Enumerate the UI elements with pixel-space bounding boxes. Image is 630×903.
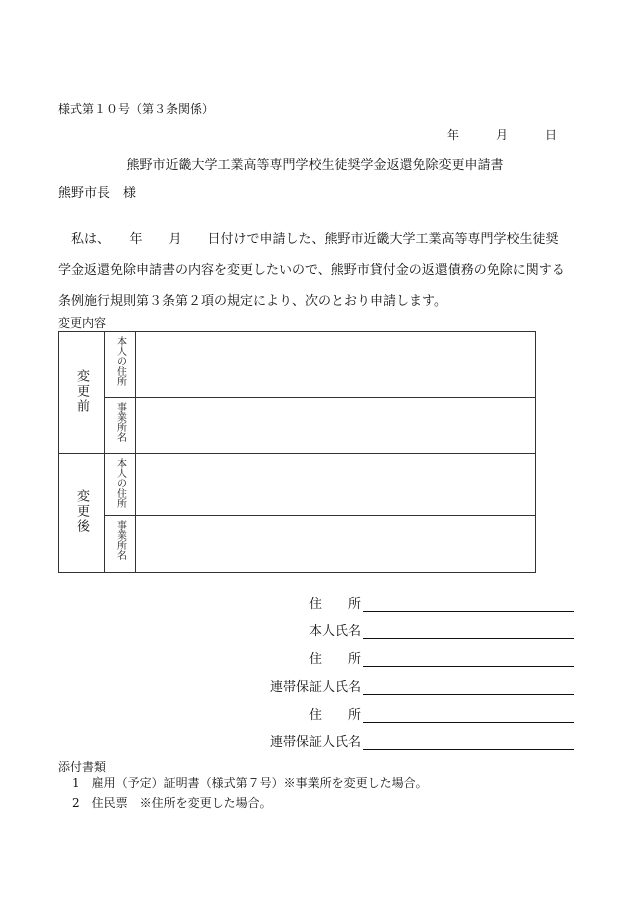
attachment-item: 1 雇用（予定）証明書（様式第７号）※事業所を変更した場合。	[72, 776, 428, 790]
signature-label: 本人氏名	[308, 624, 361, 639]
after-label-cell	[59, 454, 105, 573]
recipient: 熊野市長 様	[58, 186, 137, 201]
after-workplace-label: 事業所名	[114, 520, 126, 560]
signature-label: 住 所	[308, 652, 361, 667]
signature-label: 連帯保証人氏名	[269, 735, 361, 750]
signature-row-address-3	[240, 705, 574, 723]
before-workplace-field[interactable]	[136, 398, 536, 454]
signature-label: 連帯保証人氏名	[269, 680, 361, 695]
signature-row-address-2	[240, 649, 574, 667]
changes-table	[58, 331, 536, 573]
body-line-1: 私は、 年 月 日付けで申請した、熊野市近畿大学工業高等専門学校生徒奨	[71, 232, 559, 247]
signature-row-address-1	[240, 594, 574, 612]
signature-line[interactable]	[363, 624, 574, 639]
body-line-3: 条例施行規則第３条第２項の規定により、次のとおり申請します。	[58, 294, 447, 309]
after-address-label: 本人の住所	[114, 458, 126, 508]
signature-row-applicant-name	[240, 621, 574, 639]
form-number: 様式第１０号（第３条関係）	[58, 102, 215, 116]
signature-row-guarantor-name-2	[240, 732, 574, 750]
date-day: 日	[544, 128, 557, 142]
body-line-2: 学金返還免除申請書の内容を変更したいので、熊野市貸付金の返還債務の免除に関する	[58, 263, 565, 278]
after-address-label-cell	[105, 454, 136, 516]
before-workplace-label: 事業所名	[114, 402, 126, 442]
after-address-field[interactable]	[136, 454, 536, 516]
after-workplace-field[interactable]	[136, 516, 536, 573]
date-line	[447, 126, 557, 143]
after-label: 変更後	[74, 489, 89, 534]
signature-row-guarantor-name-1	[240, 677, 574, 695]
before-address-label: 本人の住所	[114, 336, 126, 386]
date-year: 年	[447, 128, 460, 142]
before-label-cell	[59, 332, 105, 454]
date-month: 月	[495, 128, 508, 142]
document-title: 熊野市近畿大学工業高等専門学校生徒奨学金返還免除変更申請書	[126, 158, 504, 173]
attachment-item: 2 住民票 ※住所を変更した場合。	[72, 796, 272, 810]
after-workplace-label-cell	[105, 516, 136, 573]
before-address-field[interactable]	[136, 332, 536, 398]
before-workplace-label-cell	[105, 398, 136, 454]
signature-line[interactable]	[363, 652, 574, 667]
before-label: 変更前	[74, 368, 89, 414]
attachments-title: 添付書類	[58, 760, 107, 774]
signature-line[interactable]	[363, 735, 574, 750]
section-label-changes: 変更内容	[58, 316, 107, 330]
signature-line[interactable]	[363, 708, 574, 723]
signature-label: 住 所	[308, 597, 361, 612]
before-address-label-cell	[105, 332, 136, 398]
signature-line[interactable]	[363, 680, 574, 695]
signature-line[interactable]	[363, 597, 574, 612]
body-text	[58, 224, 578, 317]
signature-label: 住 所	[308, 708, 361, 723]
